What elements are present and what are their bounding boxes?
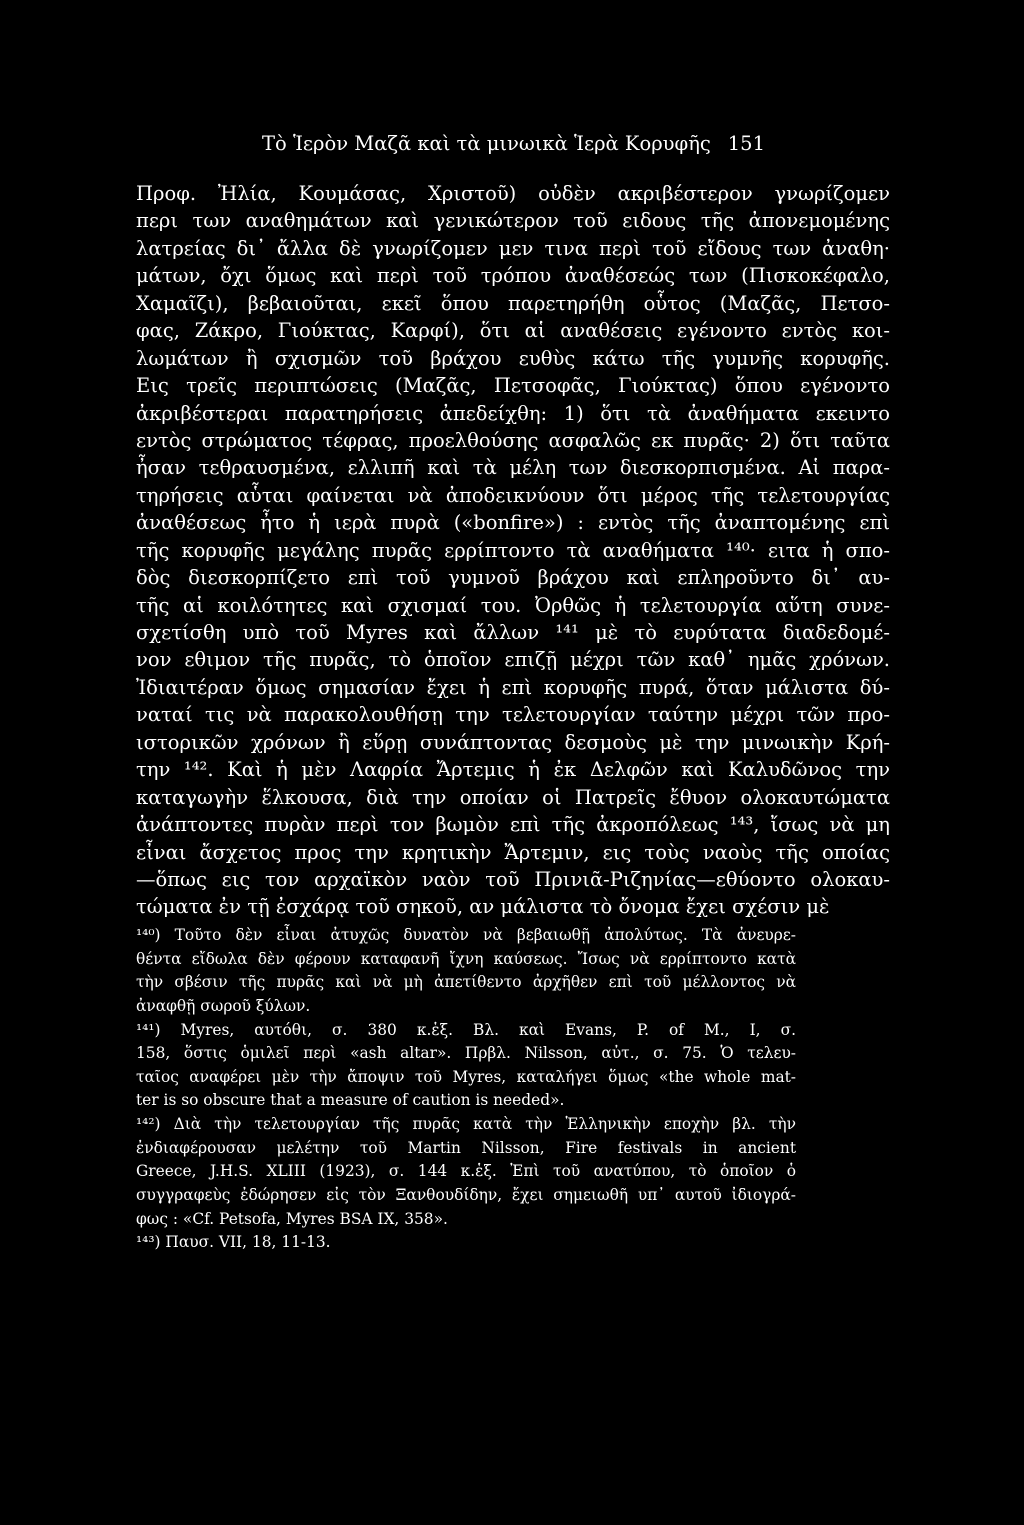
text-line: —ὅπως εις τον αρχαϊκὸν ναὸν τοῦ Πρινιᾶ-Ριζηνίας—εθύοντο ολοκαυ- xyxy=(136,867,890,891)
text-line: εντὸς στρώματος τέφρας, προελθούσης ασφαλῶς εκ πυρᾶς· 2) ὅτι ταῦτα xyxy=(136,428,890,452)
footnote-line: Greece, J.H.S. XLIII (1923), σ. 144 κ.ἑξ. Ἐπὶ τοῦ ανατύπου, τὸ ὁποῖον ὁ xyxy=(136,1162,796,1181)
text-line: μάτων, ὄχι ὅμως καὶ περὶ τοῦ τρόπου ἀναθέσεώς των (Πισκοκέφαλο, xyxy=(136,264,890,288)
running-header xyxy=(262,128,765,160)
text-line: δὸς διεσκορπίζετο επὶ τοῦ γυμνοῦ βράχου καὶ επληροῦντο δι᾽ αυ- xyxy=(136,566,890,590)
page-number: 151 xyxy=(727,132,765,155)
footnote-line: τὴν σβέσιν τῆς πυρᾶς καὶ νὰ μὴ ἀπετίθεντο ἀρχῆθεν επὶ τοῦ μέλλοντος νὰ xyxy=(136,973,796,992)
text-line: τῆς αἱ κοιλότητες καὶ σχισμαί του. Ὀρθῶς ἡ τελετουργία αὕτη συνε- xyxy=(136,593,890,617)
main-text xyxy=(136,180,890,921)
text-line: τώματα ἐν τῇ ἐσχάρᾳ τοῦ σηκοῦ, αν μάλιστα τὸ ὄνομα ἔχει σχέσιν μὲ xyxy=(136,895,830,919)
text-line: ἀναθέσεως ἦτο ἡ ιερὰ πυρὰ («bonfire») : εντὸς τῆς ἀναπτομένης επὶ xyxy=(136,511,890,535)
text-line: ἀνάπτοντες πυρὰν περὶ τον βωμὸν επὶ τῆς ἀκροπόλεως ¹⁴³, ἴσως νὰ μη xyxy=(136,813,890,837)
text-line: λωμάτων ἢ σχισμῶν τοῦ βράχου ευθὺς κάτω τῆς γυμνῆς κορυφῆς. xyxy=(136,346,890,370)
text-line: ναταί τις νὰ παρακολουθήσῃ την τελετουργίαν ταύτην μέχρι τῶν προ- xyxy=(136,703,890,727)
text-line: τῆς κορυφῆς μεγάλης πυρᾶς ερρίπτοντο τὰ αναθήματα ¹⁴⁰· ειτα ἡ σπο- xyxy=(136,538,890,562)
text-line: την ¹⁴². Καὶ ἡ μὲν Λαφρία Ἄρτεμις ἡ ἐκ Δελφῶν καὶ Καλυδῶνος την xyxy=(136,758,890,782)
text-line: νον εθιμον τῆς πυρᾶς, τὸ ὁποῖον επιζῇ μέχρι τῶν καθ᾽ ημᾶς χρόνων. xyxy=(136,648,890,672)
footnote-line: 158, ὅστις ὁμιλεῖ περὶ «ash altar». Πρβλ. Nilsson, αὐτ., σ. 75. Ὁ τελευ- xyxy=(136,1044,796,1063)
footnote-line: ταῖος αναφέρει μὲν τὴν ἄποψιν τοῦ Myres, καταλήγει ὅμως «the whole mat- xyxy=(136,1067,796,1086)
text-line: τηρήσεις αὗται φαίνεται νὰ ἀποδεικνύουν ὅτι μέρος τῆς τελετουργίας xyxy=(136,483,890,507)
text-line: ἦσαν τεθραυσμένα, ελλιπῆ καὶ τὰ μέλη των διεσκορπισμένα. Αἱ παρα- xyxy=(136,456,890,480)
footnote-line: συγγραφεὺς ἐδώρησεν εἰς τὸν Ξανθουδίδην, ἔχει σημειωθῆ υπ᾽ αυτοῦ ἰδιογρά- xyxy=(136,1186,796,1205)
running-title: Τὸ Ἱερὸν Μαζᾶ καὶ τὰ μινωικὰ Ἱερὰ Κορυφῆς xyxy=(262,132,711,155)
footnote-line: ¹⁴¹) Myres, αυτόθι, σ. 380 κ.ἑξ. Βλ. καὶ Evans, P. of M., I, σ. xyxy=(136,1020,796,1039)
footnote-line: ¹⁴³) Παυσ. VII, 18, 11-13. xyxy=(136,1233,331,1252)
text-line: Χαμαῖζι), βεβαιοῦται, εκεῖ ὅπου παρετηρήθη οὗτος (Μαζᾶς, Πετσο- xyxy=(136,291,890,315)
text-line: ιστορικῶν χρόνων ἢ εὕρῃ συνάπτοντας δεσμοὺς μὲ την μινωικὴν Κρή- xyxy=(136,730,890,754)
footnotes xyxy=(136,924,796,1255)
text-line: Προφ. Ἠλία, Κουμάσας, Χριστοῦ) οὐδὲν ακριβέστερον γνωρίζομεν xyxy=(136,182,890,205)
footnote-line: ἀναφθῇ σωροῦ ξύλων. xyxy=(136,996,311,1015)
text-line: Εις τρεῖς περιπτώσεις (Μαζᾶς, Πετσοφᾶς, Γιούκτας) ὅπου εγένοντο xyxy=(136,374,890,398)
footnote-line: ἐνδιαφέρουσαν μελέτην τοῦ Martin Nilsson, Fire festivals in ancient xyxy=(136,1138,796,1157)
footnote-line: ¹⁴²) Διὰ τὴν τελετουργίαν τῆς πυρᾶς κατὰ τὴν Ἑλληνικὴν εποχὴν βλ. τὴν xyxy=(136,1115,796,1134)
footnote-line: θέντα εἴδωλα δὲν φέρουν καταφανῆ ἴχνη καύσεως. Ἴσως νὰ ερρίπτοντο κατὰ xyxy=(136,949,796,968)
text-line: λατρείας δι᾽ ἄλλα δὲ γνωρίζομεν μεν τινα περὶ τοῦ εἴδους των ἀναθη· xyxy=(136,236,890,260)
text-line: καταγωγὴν ἕλκουσα, διὰ την οποίαν οἱ Πατρεῖς ἔθυον ολοκαυτώματα xyxy=(136,785,890,809)
text-line: φας, Ζάκρο, Γιούκτας, Καρφί), ὅτι αἱ αναθέσεις εγένοντο εντὸς κοι- xyxy=(136,319,890,343)
text-line: Ἰδιαιτέραν ὅμως σημασίαν ἔχει ἡ επὶ κορυφῆς πυρά, ὅταν μάλιστα δύ- xyxy=(136,675,890,699)
text-line: σχετίσθη υπὸ τοῦ Myres καὶ ἄλλων ¹⁴¹ μὲ τὸ ευρύτατα διαδεδομέ- xyxy=(136,621,890,644)
text-line: περι των αναθημάτων καὶ γενικώτερον τοῦ ειδους τῆς ἀπονεμομένης xyxy=(136,209,890,233)
footnote-line: ter is so obscure that a measure of caution is needed». xyxy=(136,1091,565,1110)
text-line: εἶναι ἄσχετος προς την κρητικὴν Ἄρτεμιν, εις τοὺς ναοὺς τῆς οποίας xyxy=(136,840,890,864)
text-line: ἀκριβέστεραι παρατηρήσεις ἀπεδείχθη: 1) ὅτι τὰ ἀναθήματα εκειντο xyxy=(136,401,890,425)
footnote-line: φως : «Cf. Petsofa, Myres BSA IX, 358». xyxy=(136,1209,448,1228)
footnote-line: ¹⁴⁰) Τοῦτο δὲν εἶναι ἀτυχῶς δυνατὸν νὰ βεβαιωθῇ ἀπολύτως. Τὰ ἀνευρε- xyxy=(136,926,796,944)
